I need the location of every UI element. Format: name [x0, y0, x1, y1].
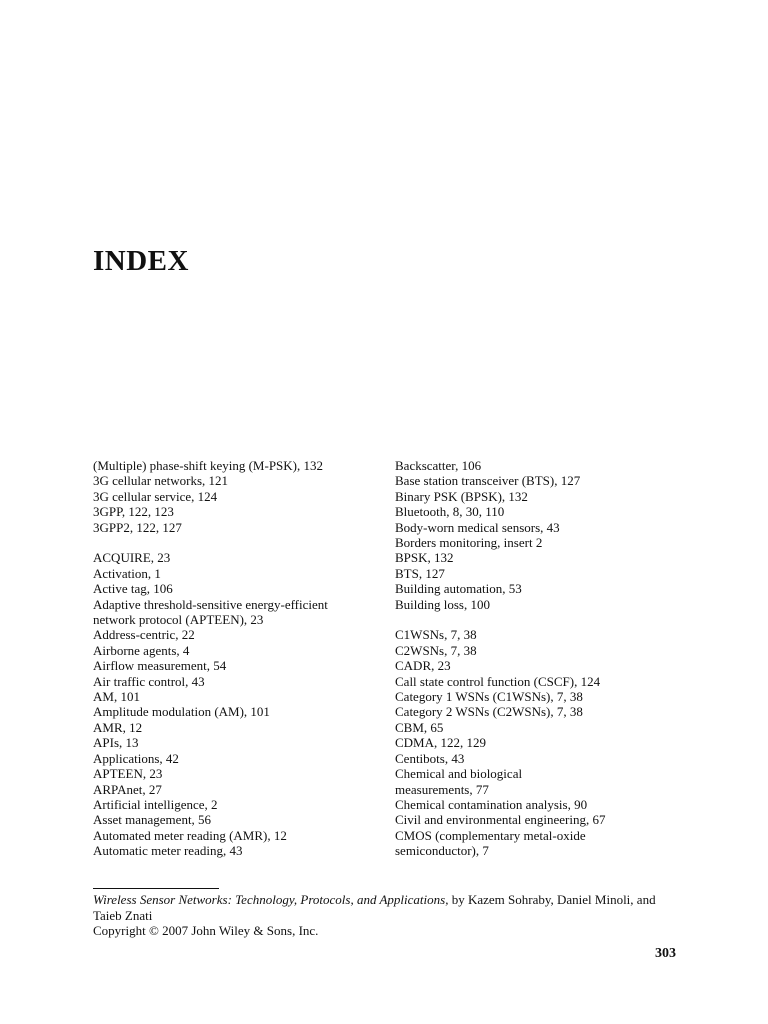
index-column-right: [395, 458, 695, 859]
index-entry-text: 3GPP, 122, 123: [93, 504, 174, 520]
index-entry: [395, 720, 695, 735]
index-entry: [93, 504, 383, 519]
index-entry: [93, 704, 383, 719]
index-entry-text: 3G cellular networks, 121: [93, 473, 229, 489]
index-entry: [395, 766, 695, 797]
index-entry-text: Backscatter, 106: [395, 458, 482, 473]
index-entry-text: APIs, 13: [93, 735, 139, 751]
index-entry-text: Active tag, 106: [93, 581, 173, 597]
index-entry-text: Artificial intelligence, 2: [93, 796, 218, 812]
index-entry: [93, 473, 383, 488]
index-entry: [93, 797, 383, 812]
index-entry: [93, 735, 383, 750]
index-entry-text: Amplitude modulation (AM), 101: [93, 704, 270, 720]
index-entry-text: Address-centric, 22: [93, 627, 195, 643]
index-entry-text: Building loss, 100: [395, 596, 490, 612]
index-entry-text: Applications, 42: [93, 750, 179, 766]
index-entry: [395, 597, 695, 612]
footnote-copyright: Copyright © 2007 John Wiley & Sons, Inc.: [93, 923, 319, 938]
index-entry-text: Call state control function (CSCF), 124: [395, 673, 601, 689]
index-entry: [93, 674, 383, 689]
index-entry-text: C2WSNs, 7, 38: [395, 642, 477, 658]
footnote-rule: [93, 888, 219, 889]
index-entry-text: Chemical and biological: [395, 766, 523, 782]
index-entry-text: C1WSNs, 7, 38: [395, 627, 477, 643]
index-entry-text: Activation, 1: [93, 565, 161, 581]
index-entry: [93, 627, 383, 642]
index-entry: [93, 566, 383, 581]
index-entry: [395, 535, 695, 550]
index-entry-text: Air traffic control, 43: [93, 673, 205, 689]
index-entry-text: ARPAnet, 27: [93, 781, 162, 797]
index-entry-text: Adaptive threshold-sensitive energy-efficient: [93, 596, 328, 612]
index-entry-text: Base station transceiver (BTS), 127: [395, 473, 581, 489]
index-entry-text: AM, 101: [93, 689, 140, 705]
index-entry-text: Civil and environmental engineering, 67: [395, 812, 606, 828]
index-entry-text: Binary PSK (BPSK), 132: [395, 488, 528, 504]
index-entry: [395, 520, 695, 535]
index-entry: [395, 828, 695, 859]
index-entry-text: Airborne agents, 4: [93, 642, 190, 658]
index-entry: [395, 643, 695, 658]
page-number: 303: [655, 946, 676, 961]
index-entry-text: AMR, 12: [93, 719, 143, 735]
index-entry-text: Chemical contamination analysis, 90: [395, 796, 588, 812]
index-entry-text: 3G cellular service, 124: [93, 488, 218, 504]
index-entry: [93, 520, 383, 535]
index-entry-text: Category 1 WSNs (C1WSNs), 7, 38: [395, 689, 583, 705]
index-entry-text: Automated meter reading (AMR), 12: [93, 827, 287, 843]
index-entry-text: CDMA, 122, 129: [395, 735, 487, 751]
index-entry: [395, 473, 695, 488]
index-entry-text: CADR, 23: [395, 658, 451, 674]
index-entry: [395, 674, 695, 689]
index-entry-text: ACQUIRE, 23: [93, 550, 171, 566]
index-column-left: [93, 458, 383, 859]
index-entry-text: (Multiple) phase-shift keying (M-PSK), 132: [93, 458, 324, 473]
index-entry: [395, 812, 695, 827]
index-entry-text: Asset management, 56: [93, 812, 212, 828]
index-entry-text: CBM, 65: [395, 719, 444, 735]
index-entry-text: Centibots, 43: [395, 750, 465, 766]
index-entry: [93, 843, 383, 858]
index-entry: [93, 489, 383, 504]
index-entry-text: Body-worn medical sensors, 43: [395, 519, 560, 535]
index-entry-text: BPSK, 132: [395, 550, 454, 566]
index-entry-continuation: network protocol (APTEEN), 23: [93, 612, 264, 628]
index-entry: [395, 735, 695, 750]
footnote-authors: by Kazem Sohraby, Daniel Minoli, and Taieb Znati: [93, 892, 656, 923]
index-entry: [395, 704, 695, 719]
index-entry: [93, 751, 383, 766]
entry-group-gap: [93, 535, 383, 550]
index-entry: [93, 689, 383, 704]
footnote: [93, 892, 683, 939]
index-entry: [93, 550, 383, 565]
index-entry-text: CMOS (complementary metal-oxide: [395, 827, 586, 843]
index-entry: [395, 658, 695, 673]
index-entry: [93, 720, 383, 735]
index-entry: [395, 689, 695, 704]
index-entry: [93, 812, 383, 827]
index-entry: [395, 627, 695, 642]
index-entry: [395, 504, 695, 519]
index-entry: [93, 643, 383, 658]
index-entry-text: APTEEN, 23: [93, 766, 163, 782]
index-entry: [93, 658, 383, 673]
index-entry: [93, 828, 383, 843]
footnote-book-title: Wireless Sensor Networks: Technology, Protocols, and Applications,: [93, 892, 449, 907]
index-entry-text: 3GPP2, 122, 127: [93, 519, 182, 535]
index-entry: [395, 550, 695, 565]
index-entry-text: Airflow measurement, 54: [93, 658, 227, 674]
index-entry-continuation: semiconductor), 7: [395, 843, 489, 859]
index-entry: [395, 489, 695, 504]
entry-group-gap: [395, 612, 695, 627]
page-title: INDEX: [93, 245, 189, 277]
index-entry: [93, 597, 383, 628]
index-entry: [395, 751, 695, 766]
index-entry: [93, 581, 383, 596]
index-entry-text: Building automation, 53: [395, 581, 522, 597]
index-entry-continuation: measurements, 77: [395, 781, 489, 797]
index-entry-text: Borders monitoring, insert 2: [395, 535, 543, 551]
index-entry-text: BTS, 127: [395, 565, 445, 581]
index-entry: [395, 581, 695, 596]
index-entry: [93, 766, 383, 781]
index-entry: [395, 797, 695, 812]
index-entry: [93, 458, 383, 473]
index-entry: [395, 458, 695, 473]
index-entry-text: Bluetooth, 8, 30, 110: [395, 504, 505, 520]
index-entry: [395, 566, 695, 581]
index-entry-text: Category 2 WSNs (C2WSNs), 7, 38: [395, 704, 583, 720]
index-entry-text: Automatic meter reading, 43: [93, 843, 243, 859]
index-entry: [93, 782, 383, 797]
